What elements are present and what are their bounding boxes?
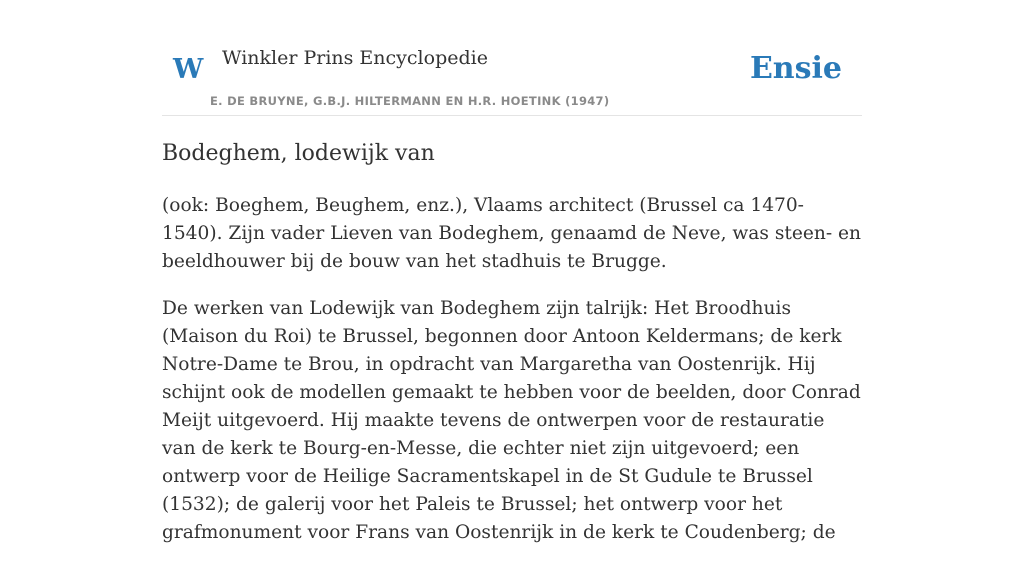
page	[162, 0, 862, 543]
article-paragraph: (ook: Boeghem, Beughem, enz.), Vlaams architect (Brussel ca 1470-1540). Zijn vader Lieven van Bodeghem, genaamd de Neve, was steen- en beeldhouwer bij de bouw van het stadhuis te Brugge.	[162, 195, 862, 272]
article-title: Bodeghem, lodewijk van	[162, 141, 435, 166]
article-body	[162, 192, 862, 566]
source-header	[162, 0, 862, 116]
winkler-prins-logo-icon[interactable]: W	[173, 54, 204, 85]
article-paragraph: De werken van Lodewijk van Bodeghem zijn talrijk: Het Broodhuis (Maison du Roi) te Brussel, begonnen door Antoon Keldermans; de kerk Notre-Dame te Brou, in opdracht van Margaretha van Oostenrijk. Hij schijnt ook de modellen gemaakt te hebben voor de beelden, door Conrad Meijt uitgevoerd. Hij maakte tevens de ontwerpen voor de restauratie van de kerk te Bourg-en-Messe, die echter niet zijn uitgevoerd; een ontwerp voor de Heilige Sacramentskapel in de St Gudule te Brussel (1532); de galerij voor het Paleis te Brussel; het ontwerp voor het grafmonument voor Frans van Oostenrijk in de kerk te Coudenberg; de	[162, 298, 861, 543]
source-title-link[interactable]: Winkler Prins Encyclopedie	[222, 47, 488, 69]
source-authors: E. DE BRUYNE, G.B.J. HILTERMANN EN H.R. HOETINK (1947)	[210, 94, 610, 108]
ensie-brand-logo[interactable]: Ensie	[749, 51, 842, 86]
